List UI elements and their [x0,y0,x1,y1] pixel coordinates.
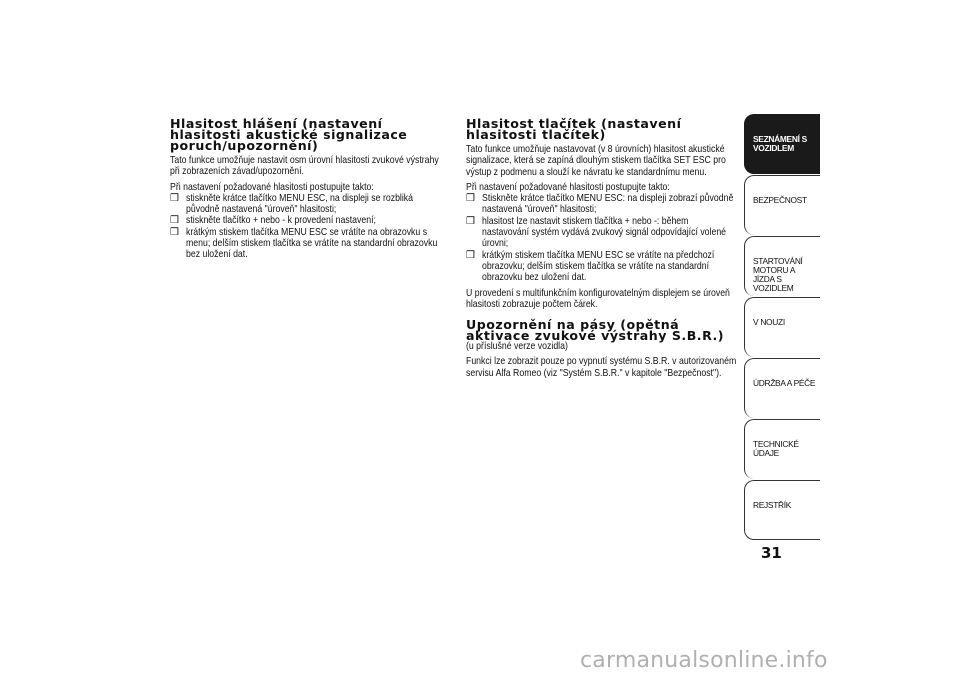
tab-index[interactable] [744,480,820,540]
section-heading-seatbelt-reminder: Upozornění na pásy (opětná aktivace zvukové výstrahy S.B.R.) [466,317,725,344]
checkbox-bullet-icon: ❒ [466,249,475,261]
list-item: ❒ hlasitost lze nastavit stiskem tlačítka + nebo -: během nastavování systém vydává zvukový signál odpovídající volené úrovni; [466,215,727,250]
tab-label: BEZPEČNOST [753,195,807,205]
steps-list [466,193,738,283]
page-number: 31 [761,544,782,562]
list-item: ❒ stiskněte tlačítko + nebo - k provedení nastavení; [170,215,376,227]
list-item: ❒ krátkým stiskem tlačítka MENU ESC se vrátíte na předchozí obrazovku; delším stiskem tlačítka se vrátíte na standardní obrazovku bez uložení dat. [466,249,715,284]
right-column [466,118,738,379]
paragraph-intro: Tato funkce umožňuje nastavovat (v 8 úrovních) hlasitost akustické signalizace, která se zapíná dlouhým stiskem tlačítka SET ESC pro výstup z podmenu a slouží ke návratu ke standardnímu menu. [466,144,726,178]
tab-label: REJSTŘÍK [753,500,792,510]
checkbox-bullet-icon: ❒ [466,215,475,227]
list-item: ❒ krátkým stiskem tlačítka MENU ESC se vrátíte na obrazovku s menu; delším stiskem tlačítka se vrátíte na standardní obrazovku bez uložení dat. [170,226,438,261]
tab-label: TECHNICKÉ ÚDAJE [753,439,799,458]
section-heading-volume-alerts: Hlasitost hlášení (nastavení hlasitosti akustické signalizace poruch/upozornění) [170,116,408,153]
tab-label: SEZNÁMENÍ S VOZIDLEM [753,134,807,153]
chapter-tabs [744,114,820,540]
checkbox-bullet-icon: ❒ [170,215,179,227]
checkbox-bullet-icon: ❒ [170,192,179,204]
list-item: ❒ Stiskněte krátce tlačítko MENU ESC: na displeji zobrazí původně nastavená "úroveň" hlasitosti; [466,193,734,216]
left-column [170,118,448,261]
tab-emergency[interactable] [744,297,820,357]
tab-label: STARTOVÁNÍ MOTORU A JÍZDA S VOZIDLEM [753,256,803,293]
checkbox-bullet-icon: ❒ [170,226,179,238]
section-heading-button-volume: Hlasitost tlačítek (nastavení hlasitosti tlačítek) [466,116,682,142]
tab-getting-to-know[interactable] [744,114,820,174]
tab-label: ÚDRŽBA A PÉČE [753,378,816,388]
tab-starting-driving[interactable] [744,236,820,296]
paragraph-procedure: Při nastavení požadované hlasitosti postupujte takto: [466,181,670,193]
tab-maintenance[interactable] [744,358,820,418]
steps-list [170,193,448,261]
paragraph-intro: Tato funkce umožňuje nastavit osm úrovní hlasitosti zvukové výstrahy při zobrazeních závad/upozornění. [170,155,439,178]
list-item: ❒ stiskněte krátce tlačítko MENU ESC, na displeji se rozbliká původně nastavená "úroveň" hlasitosti; [170,192,414,216]
paragraph-procedure: Při nastavení požadované hlasitosti postupujte takto: [170,181,374,193]
paragraph-version-note: (u příslušné verze vozidla) [466,341,568,353]
watermark: carmanualsonline.info [580,648,828,673]
checkbox-bullet-icon: ❒ [466,193,475,205]
paragraph-sbr: Funkci lze zobrazit pouze po vypnutí systému S.B.R. v autorizovaném servisu Alfa Romeo (viz "Systém S.B.R." v kapitole "Bezpečnost"). [466,356,737,379]
tab-technical-data[interactable] [744,419,820,479]
tab-label: V NOUZI [753,317,785,327]
tab-safety[interactable] [744,175,820,235]
paragraph-note: U provedení s multifunkčním konfigurovatelným displejem se úroveň hlasitosti zobrazuje počtem čárek. [466,287,730,310]
